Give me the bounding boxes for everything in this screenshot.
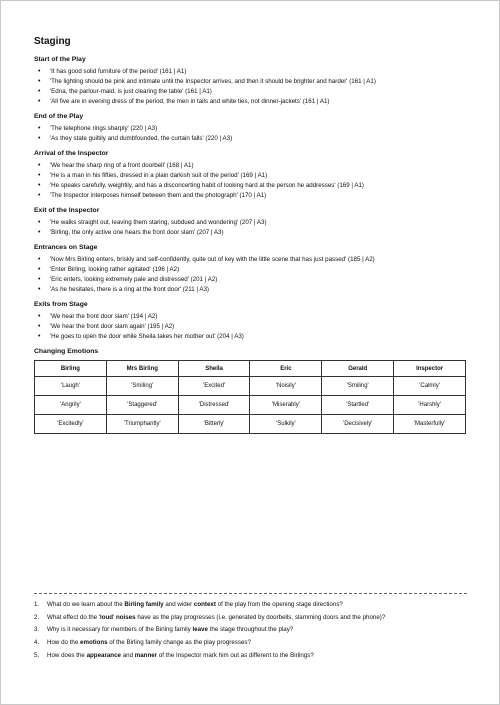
bullet-icon: • xyxy=(38,333,41,340)
bullet-icon: • xyxy=(38,78,41,85)
bullet-icon: • xyxy=(38,256,41,263)
emotions-header-row xyxy=(35,361,466,377)
column-header: Inspector xyxy=(394,361,466,377)
quote-text: 'Edna, the parlour-maid, is just clearing the table' (161 | A1) xyxy=(50,88,212,95)
column-header: Birling xyxy=(35,361,107,377)
question-number: 3. xyxy=(34,626,40,634)
table-row xyxy=(35,415,466,434)
list-item xyxy=(34,219,474,229)
emotions-table-body xyxy=(35,377,466,434)
section-heading: End of the Play xyxy=(34,113,84,120)
list-item xyxy=(34,68,474,78)
dashed-divider xyxy=(34,593,467,594)
table-cell: 'Excited' xyxy=(178,377,250,396)
question-keyword: loud xyxy=(100,613,114,621)
list-item xyxy=(34,333,474,343)
question-text: of the Inspector mark him out as different to the Birlings? xyxy=(157,651,314,659)
list-item xyxy=(34,162,474,172)
table-cell: 'Distressed' xyxy=(178,396,250,415)
quote-text: 'Eric enters, looking extremely pale and distressed' (201 | A2) xyxy=(50,276,218,283)
quote-list xyxy=(34,256,474,296)
bullet-icon: • xyxy=(38,276,41,283)
question-text: and wider xyxy=(163,601,194,608)
quote-text: 'He speaks carefully, weightily, and has a disconcerting habit of looking hard at the person he addresses' (169 | A1) xyxy=(50,182,364,189)
quote-text: 'He is a man in his fifties, dressed in a plain darkish suit of the period' (169 | A1) xyxy=(50,172,268,179)
question-keyword: manner xyxy=(134,651,158,659)
question-item xyxy=(34,601,479,614)
quote-list xyxy=(34,68,474,108)
question-text: How does the xyxy=(47,651,87,659)
question-text: ' xyxy=(113,613,116,621)
list-item xyxy=(34,125,474,135)
document-body xyxy=(34,36,474,434)
table-cell: 'Startled' xyxy=(322,396,394,415)
column-header: Sheila xyxy=(178,361,250,377)
question-keyword: leave xyxy=(192,626,208,634)
quote-text: 'We hear the front door slam again' (195 | A2) xyxy=(50,323,175,330)
question-keyword: context xyxy=(193,601,216,608)
bullet-icon: • xyxy=(38,172,41,179)
quote-text: 'As he hesitates, there is a ring at the front door' (211 | A3) xyxy=(50,286,209,293)
question-item xyxy=(34,626,479,639)
list-item xyxy=(34,256,474,266)
table-row xyxy=(35,377,466,396)
quote-text: 'He goes to open the door while Sheila takes her mother out' (204 | A3) xyxy=(50,333,244,340)
quote-text: 'We hear the front door slam' (194 | A2) xyxy=(50,313,158,320)
list-item xyxy=(34,276,474,286)
bullet-icon: • xyxy=(38,68,41,75)
list-item xyxy=(34,192,474,202)
quote-list xyxy=(34,125,474,145)
quote-text: 'Birling, the only active one hears the front door slam' (207 | A3) xyxy=(50,229,224,236)
list-item xyxy=(34,313,474,323)
question-text: What effect do the ' xyxy=(47,613,101,621)
emotions-table xyxy=(34,360,466,434)
list-item xyxy=(34,98,474,108)
section-heading: Exit of the Inspector xyxy=(34,207,100,214)
bullet-icon: • xyxy=(38,162,41,169)
question-text: have as the play progresses (i.e. generated by doorbells, slamming doors and the phone)? xyxy=(135,613,386,621)
table-row xyxy=(35,396,466,415)
table-cell: 'Triumphantly' xyxy=(106,415,178,434)
page-title: Staging xyxy=(34,36,71,47)
table-cell: 'Miserably' xyxy=(250,396,322,415)
question-text: and xyxy=(120,651,135,659)
staging-sections xyxy=(34,56,474,343)
question-number: 4. xyxy=(34,639,40,647)
question-text: of the play from the opening stage directions? xyxy=(215,601,343,608)
quote-text: 'The telephone rings sharply' (220 | A3) xyxy=(50,125,158,132)
question-number: 2. xyxy=(34,613,40,621)
question-text: of the Birling family change as the play progresses? xyxy=(107,639,251,647)
list-item xyxy=(34,78,474,88)
quote-text: 'He walks straight out, leaving them staring, subdued and wondering' (207 | A3) xyxy=(50,219,267,226)
quote-list xyxy=(34,313,474,343)
column-header: Gerald xyxy=(322,361,394,377)
table-cell: 'Excitedly' xyxy=(35,415,107,434)
bullet-icon: • xyxy=(38,266,41,273)
quote-text: 'As they state guiltily and dumbfounded, the curtain falls' (220 | A3) xyxy=(50,135,233,142)
list-item xyxy=(34,88,474,98)
question-keyword: emotions xyxy=(80,639,108,647)
table-cell: 'Sulkily' xyxy=(250,415,322,434)
table-cell: 'Smiling' xyxy=(322,377,394,396)
list-item xyxy=(34,323,474,333)
quote-text: 'It has good solid furniture of the period' (161 | A1) xyxy=(50,68,187,75)
table-cell: 'Bitterly' xyxy=(178,415,250,434)
table-cell: 'Harshly' xyxy=(394,396,466,415)
section-heading: Start of the Play xyxy=(34,56,86,63)
bullet-icon: • xyxy=(38,323,41,330)
quote-text: 'Now Mrs Birling enters, briskly and self-confidently, quite out of key with the little scene that has just passed' (185 | A2) xyxy=(50,256,375,263)
list-item xyxy=(34,182,474,192)
question-keyword: Birling family xyxy=(124,601,164,608)
emotions-heading: Changing Emotions xyxy=(34,348,99,355)
question-text: How do the xyxy=(47,639,81,647)
question-text: What do we learn about the xyxy=(47,601,125,608)
bullet-icon: • xyxy=(38,229,41,236)
quote-text: 'We hear the sharp ring of a front doorbell' (168 | A1) xyxy=(50,162,194,169)
question-number: 1. xyxy=(34,601,40,608)
table-cell: 'Masterfully' xyxy=(394,415,466,434)
table-cell: 'Angrily' xyxy=(35,396,107,415)
table-cell: 'Calmly' xyxy=(394,377,466,396)
section-heading: Entrances on Stage xyxy=(34,244,98,251)
questions-list xyxy=(34,601,479,664)
quote-text: 'The Inspector interposes himself between them and the photograph' (170 | A1) xyxy=(50,192,267,199)
question-keyword: appearance xyxy=(86,651,121,659)
table-cell: 'Noisily' xyxy=(250,377,322,396)
bullet-icon: • xyxy=(38,88,41,95)
section-heading: Arrival of the Inspector xyxy=(34,150,109,157)
quote-list xyxy=(34,219,474,239)
bullet-icon: • xyxy=(38,125,41,132)
column-header: Eric xyxy=(250,361,322,377)
list-item xyxy=(34,172,474,182)
bullet-icon: • xyxy=(38,313,41,320)
table-cell: 'Laugh' xyxy=(35,377,107,396)
bullet-icon: • xyxy=(38,182,41,189)
table-cell: 'Staggered' xyxy=(106,396,178,415)
list-item xyxy=(34,229,474,239)
bullet-icon: • xyxy=(38,286,41,293)
list-item xyxy=(34,266,474,276)
bullet-icon: • xyxy=(38,192,41,199)
table-cell: 'Decisively' xyxy=(322,415,394,434)
question-number: 5. xyxy=(34,651,40,659)
question-text: Why is it necessary for members of the Birling family xyxy=(47,626,193,634)
quote-text: 'Enter Birling, looking rather agitated' (196 | A2) xyxy=(50,266,180,273)
list-item xyxy=(34,135,474,145)
column-header: Mrs Birling xyxy=(106,361,178,377)
quote-text: 'All five are in evening dress of the period, the men in tails and white ties, not dinner-jackets' (161 | A1) xyxy=(50,98,330,105)
bullet-icon: • xyxy=(38,219,41,226)
bullet-icon: • xyxy=(38,135,41,142)
question-item xyxy=(34,614,479,627)
list-item xyxy=(34,286,474,296)
section-heading: Exits from Stage xyxy=(34,301,88,308)
question-keyword: noises xyxy=(115,613,136,621)
question-text: the stage throughout the play? xyxy=(207,626,294,634)
question-item xyxy=(34,639,479,652)
quote-text: 'The lighting should be pink and intimate until the Inspector arrives, and then it should be brighter and harder' (161 | A1) xyxy=(50,78,376,85)
quote-list xyxy=(34,162,474,202)
question-item xyxy=(34,652,479,665)
table-cell: 'Smiling' xyxy=(106,377,178,396)
bullet-icon: • xyxy=(38,98,41,105)
